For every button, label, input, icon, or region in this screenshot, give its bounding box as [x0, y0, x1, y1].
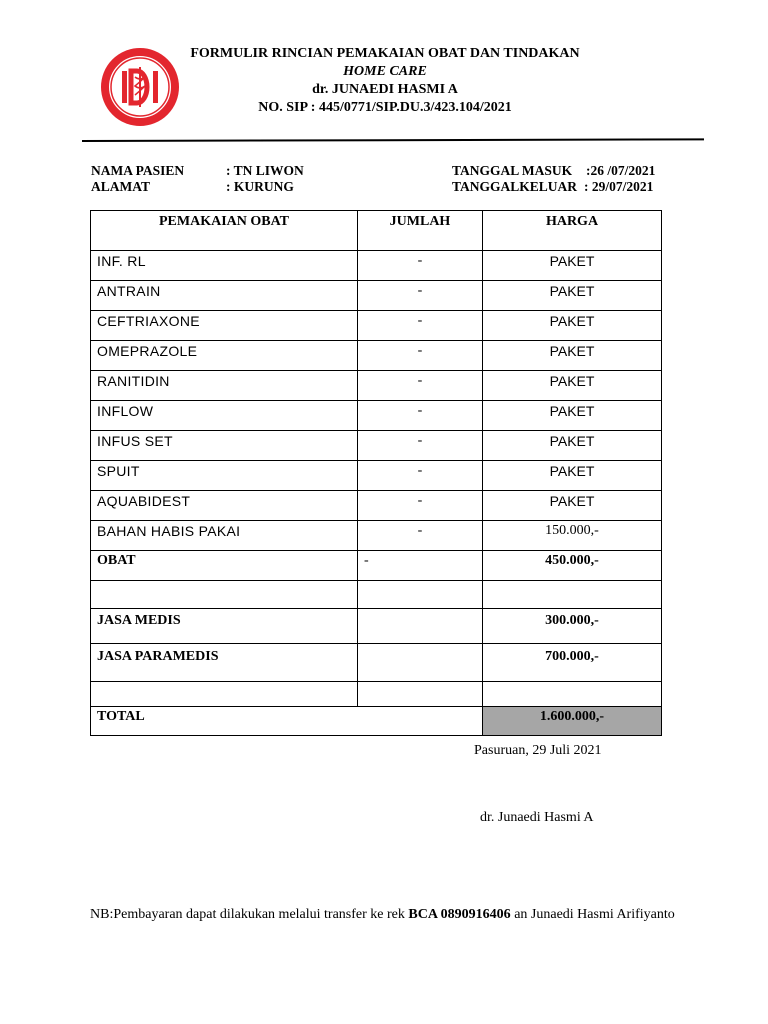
form-subtitle: HOME CARE: [343, 64, 427, 79]
jasa-medis-label: JASA MEDIS: [91, 609, 358, 644]
bank-account: BCA 0890916406: [408, 907, 511, 922]
col-header-price: HARGA: [483, 211, 662, 251]
patient-address-label: ALAMAT: [91, 179, 150, 194]
obat-label: OBAT: [91, 551, 358, 581]
admit-date-value: :26 /07/2021: [586, 163, 656, 178]
jasa-medis-price: 300.000,-: [483, 609, 662, 644]
table-row: [91, 251, 662, 281]
drug-name: OMEPRAZOLE: [91, 341, 358, 371]
medication-table: [90, 210, 662, 736]
drug-name: SPUIT: [91, 461, 358, 491]
drug-price: PAKET: [483, 281, 662, 311]
patient-name-value: : TN LIWON: [226, 163, 304, 178]
empty-row: [91, 682, 662, 707]
drug-qty: -: [358, 371, 483, 401]
table-row: [91, 401, 662, 431]
table-row: [91, 491, 662, 521]
drug-price: 150.000,-: [483, 521, 662, 551]
col-header-quantity: JUMLAH: [358, 211, 483, 251]
drug-name: RANITIDIN: [91, 371, 358, 401]
obat-price: 450.000,-: [483, 551, 662, 581]
drug-price: PAKET: [483, 491, 662, 521]
drug-price: PAKET: [483, 341, 662, 371]
drug-qty: -: [358, 461, 483, 491]
discharge-date-value: : 29/07/2021: [584, 179, 654, 194]
drug-qty: -: [358, 281, 483, 311]
patient-address-value: : KURUNG: [226, 179, 294, 194]
jasa-paramedis-label: JASA PARAMEDIS: [91, 644, 358, 682]
table-header-row: [91, 211, 662, 251]
jasa-paramedis-price: 700.000,-: [483, 644, 662, 682]
empty-row: [91, 581, 662, 609]
drug-qty: -: [358, 341, 483, 371]
table-row: [91, 461, 662, 491]
patient-name-label: NAMA PASIEN: [91, 163, 185, 178]
table-row: [91, 341, 662, 371]
drug-name: INF. RL: [91, 251, 358, 281]
total-price: 1.600.000,-: [483, 707, 662, 736]
drug-price: PAKET: [483, 251, 662, 281]
drug-name: ANTRAIN: [91, 281, 358, 311]
drug-qty: -: [358, 431, 483, 461]
drug-name: AQUABIDEST: [91, 491, 358, 521]
signature-name: dr. Junaedi Hasmi A: [480, 810, 594, 825]
place-date: Pasuruan, 29 Juli 2021: [474, 743, 602, 758]
col-header-medication: PEMAKAIAN OBAT: [91, 211, 358, 251]
drug-name: BAHAN HABIS PAKAI: [91, 521, 358, 551]
header-divider: [82, 138, 704, 142]
payment-note: [90, 907, 675, 923]
idi-logo: [100, 47, 180, 127]
table-row: [91, 371, 662, 401]
jasa-paramedis-row: [91, 644, 662, 682]
admit-date-label: TANGGAL MASUK: [452, 163, 573, 178]
payment-note-suffix: an Junaedi Hasmi Arifiyanto: [510, 907, 675, 922]
discharge-date-label: TANGGALKELUAR: [452, 179, 578, 194]
drug-price: PAKET: [483, 401, 662, 431]
drug-price: PAKET: [483, 371, 662, 401]
drug-qty: -: [358, 521, 483, 551]
table-row: [91, 281, 662, 311]
payment-note-prefix: NB:Pembayaran dapat dilakukan melalui transfer ke rek: [90, 907, 409, 922]
drug-price: PAKET: [483, 311, 662, 341]
total-label: TOTAL: [91, 707, 483, 736]
obat-qty: -: [358, 551, 483, 581]
drug-qty: -: [358, 491, 483, 521]
table-row: [91, 521, 662, 551]
drug-qty: -: [358, 311, 483, 341]
drug-qty: -: [358, 251, 483, 281]
doctor-name: dr. JUNAEDI HASMI A: [312, 82, 458, 97]
total-row: [91, 707, 662, 736]
table-row: [91, 431, 662, 461]
drug-name: INFUS SET: [91, 431, 358, 461]
jasa-medis-row: [91, 609, 662, 644]
drug-price: PAKET: [483, 461, 662, 491]
drug-qty: -: [358, 401, 483, 431]
table-row: [91, 311, 662, 341]
drug-name: INFLOW: [91, 401, 358, 431]
drug-price: PAKET: [483, 431, 662, 461]
obat-row: [91, 551, 662, 581]
sip-number: NO. SIP : 445/0771/SIP.DU.3/423.104/2021: [258, 100, 512, 115]
form-title: FORMULIR RINCIAN PEMAKAIAN OBAT DAN TINDAKAN: [190, 46, 580, 61]
drug-name: CEFTRIAXONE: [91, 311, 358, 341]
document-header: [190, 45, 580, 117]
